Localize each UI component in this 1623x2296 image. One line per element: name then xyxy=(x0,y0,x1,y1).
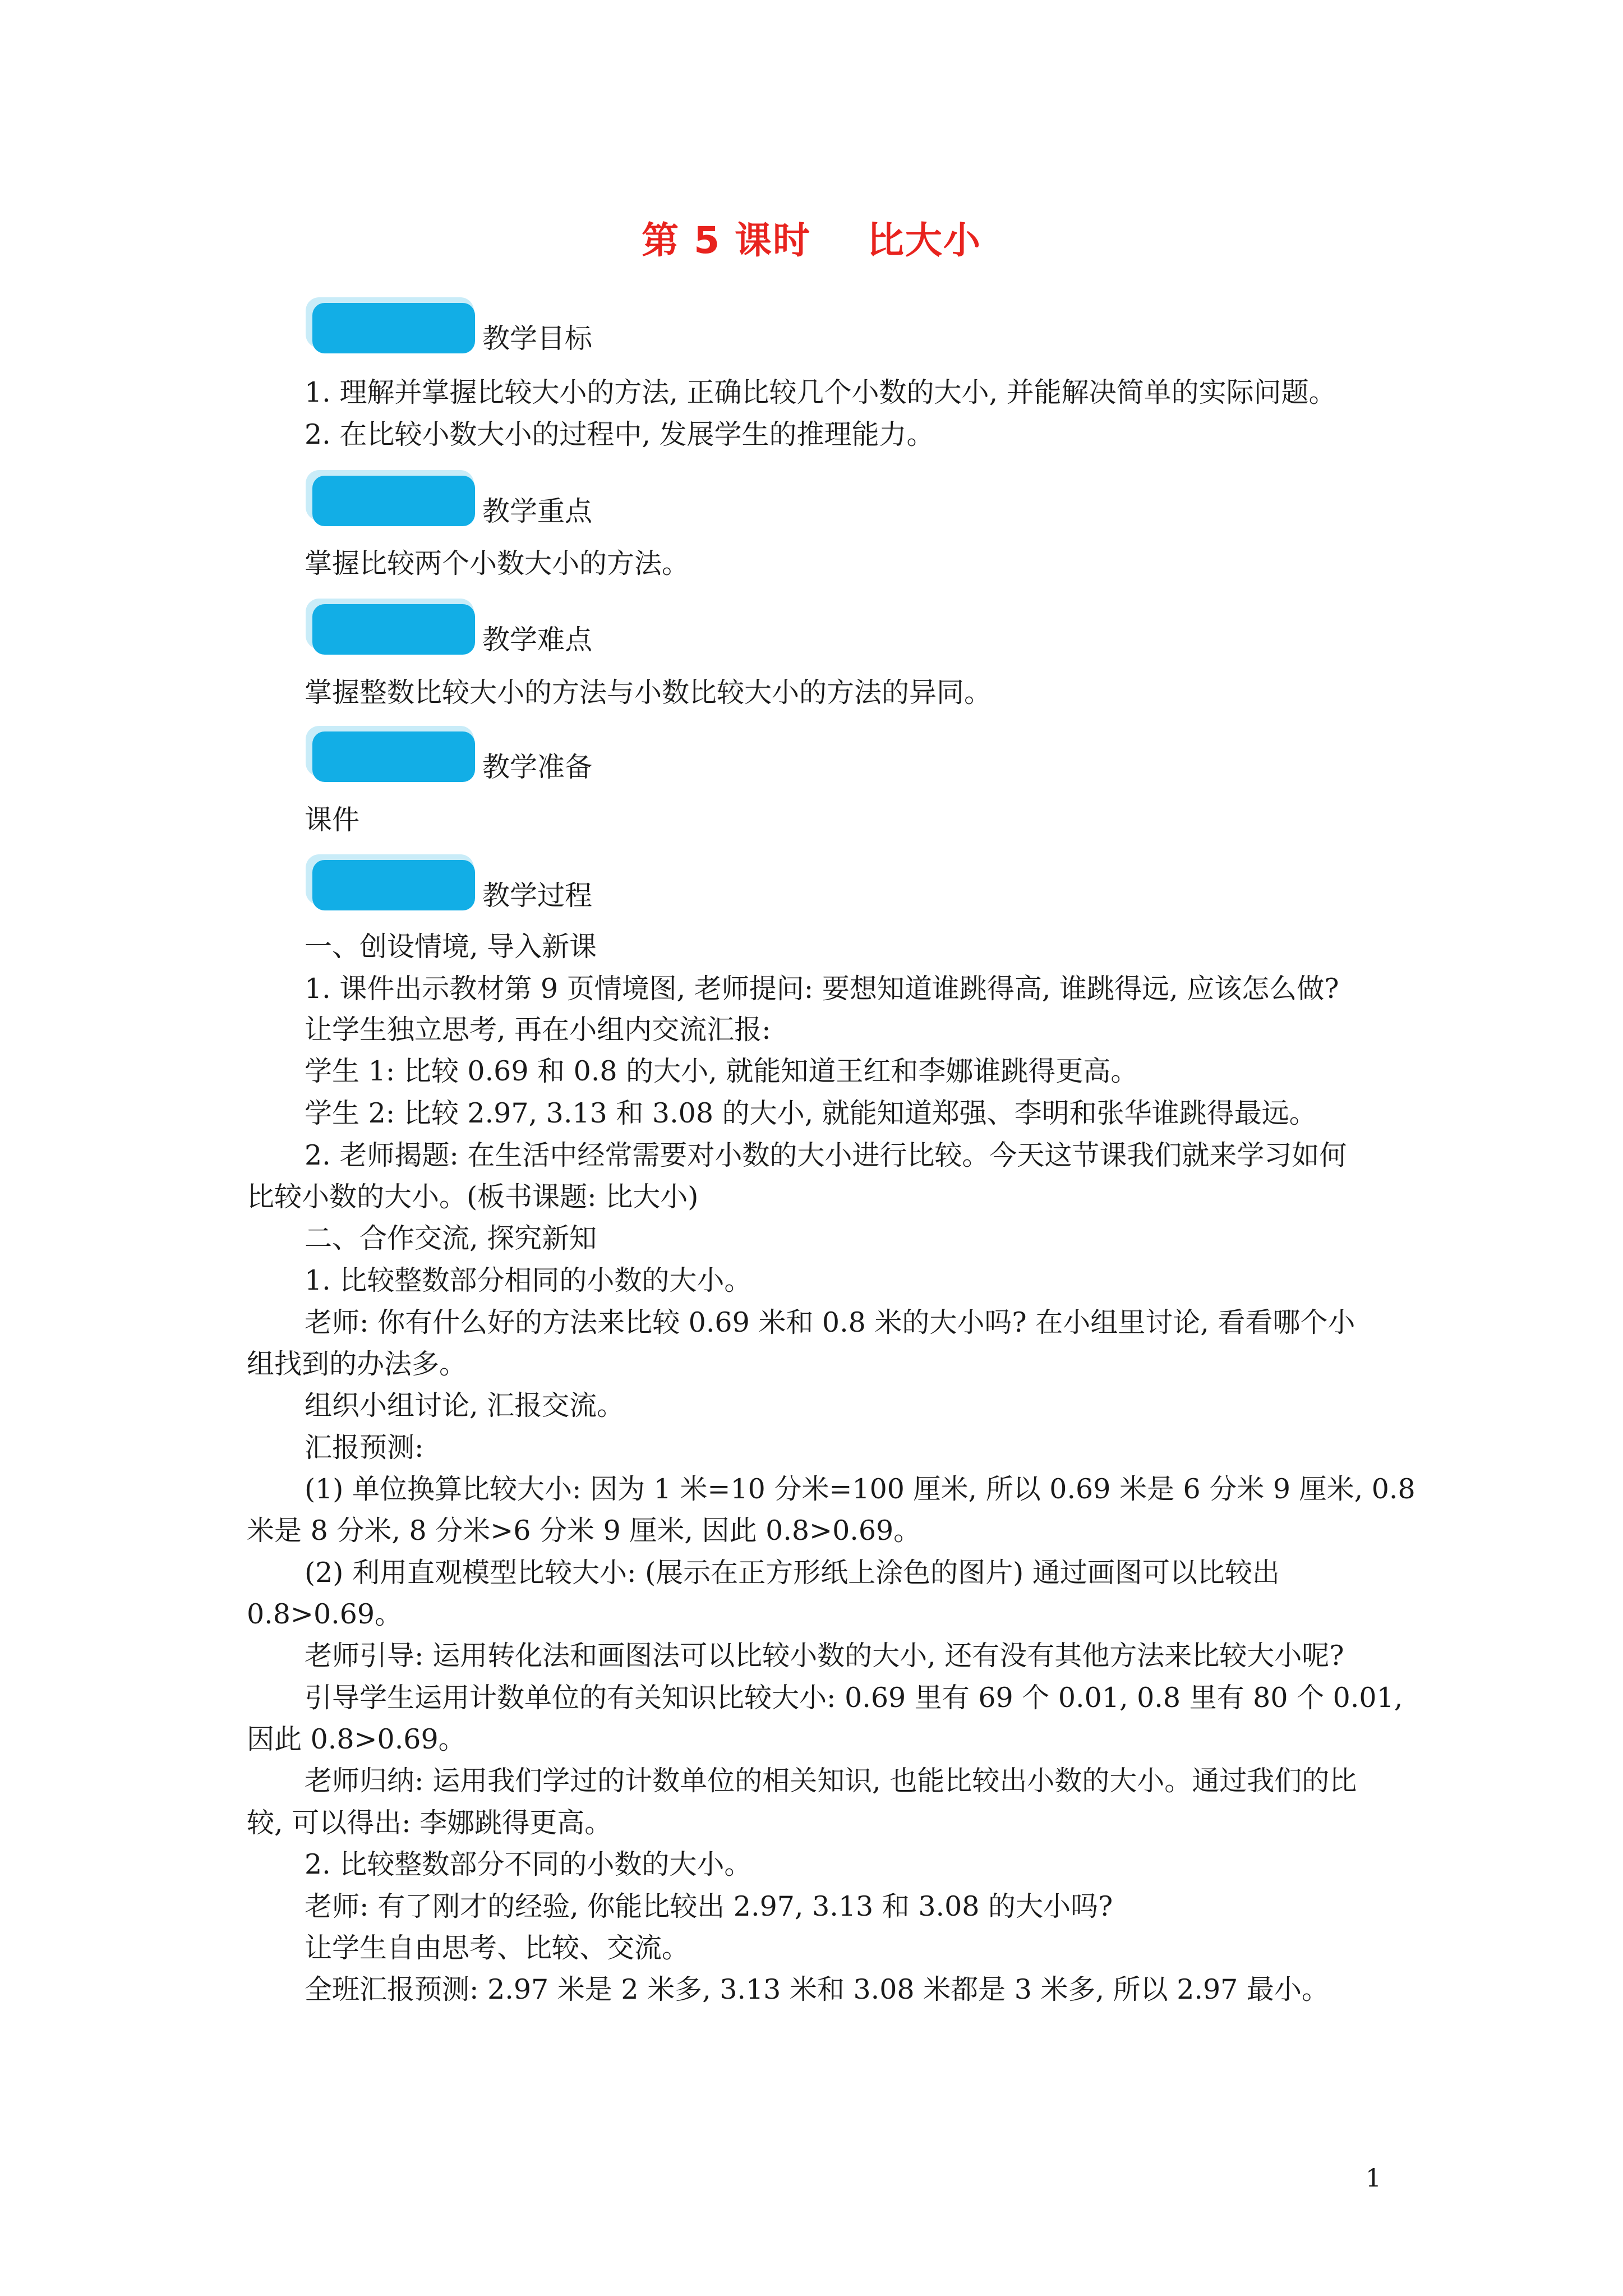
process-line: 米是 8 分米, 8 分米>6 分米 9 厘米, 因此 0.8>0.69。 xyxy=(247,1515,921,1547)
section-tab xyxy=(312,604,475,655)
difficulty-text: 掌握整数比较大小的方法与小数比较大小的方法的异同。 xyxy=(305,677,992,708)
process-line: 组织小组讨论, 汇报交流。 xyxy=(305,1389,625,1421)
process-line: 因此 0.8>0.69。 xyxy=(247,1723,466,1755)
process-line: 让学生独立思考, 再在小组内交流汇报: xyxy=(305,1014,771,1046)
process-line: 老师: 你有什么好的方法来比较 0.69 米和 0.8 米的大小吗? 在小组里讨论, 看看哪个小 xyxy=(305,1306,1355,1338)
page-number: 1 xyxy=(1366,2164,1381,2193)
process-heading: 一、创设情境, 导入新课 xyxy=(305,931,597,963)
section-tab xyxy=(312,476,475,526)
section-label: 教学准备 xyxy=(482,751,593,783)
objective-item: 1. 理解并掌握比较大小的方法, 正确比较几个小数的大小, 并能解决简单的实际问题。 xyxy=(305,376,1336,408)
section-tab xyxy=(312,731,475,782)
process-line: 1. 比较整数部分相同的小数的大小。 xyxy=(305,1264,752,1296)
process-line: 老师: 有了刚才的经验, 你能比较出 2.97, 3.13 和 3.08 的大小吗? xyxy=(305,1890,1113,1922)
process-line: 0.8>0.69。 xyxy=(247,1598,403,1630)
section-header-process xyxy=(306,854,810,916)
page-title: 第 5 课时 比大小 xyxy=(642,219,981,262)
process-line: 较, 可以得出: 李娜跳得更高。 xyxy=(247,1807,612,1839)
objective-item: 2. 在比较小数大小的过程中, 发展学生的推理能力。 xyxy=(305,418,934,450)
section-tab xyxy=(312,303,475,353)
process-line: (2) 利用直观模型比较大小: (展示在正方形纸上涂色的图片) 通过画图可以比较出 xyxy=(305,1557,1280,1589)
process-line: 学生 1: 比较 0.69 和 0.8 的大小, 就能知道王红和李娜谁跳得更高。 xyxy=(305,1055,1138,1087)
process-line: 1. 课件出示教材第 9 页情境图, 老师提问: 要想知道谁跳得高, 谁跳得远, 应该怎么做? xyxy=(305,973,1339,1005)
section-tab xyxy=(312,860,475,910)
section-header-preparation xyxy=(306,726,810,788)
section-header-difficulty xyxy=(306,599,810,660)
process-line: (1) 单位换算比较大小: 因为 1 米=10 分米=100 厘米, 所以 0.69 米是 6 分米 9 厘米, 0.8 xyxy=(305,1473,1415,1505)
process-line: 引导学生运用计数单位的有关知识比较大小: 0.69 里有 69 个 0.01, 0.8 里有 80 个 0.01, xyxy=(305,1682,1403,1714)
section-header-key-point xyxy=(306,470,810,532)
process-line: 2. 比较整数部分不同的小数的大小。 xyxy=(305,1848,752,1880)
process-line: 全班汇报预测: 2.97 米是 2 米多, 3.13 米和 3.08 米都是 3 米多, 所以 2.97 最小。 xyxy=(305,1973,1329,2005)
process-line: 让学生自由思考、比较、交流。 xyxy=(305,1932,690,1964)
section-label: 教学难点 xyxy=(482,624,593,656)
process-line: 学生 2: 比较 2.97, 3.13 和 3.08 的大小, 就能知道郑强、李明和张华谁跳得最远。 xyxy=(305,1097,1317,1129)
process-line: 汇报预测: xyxy=(305,1432,424,1464)
process-line: 老师引导: 运用转化法和画图法可以比较小数的大小, 还有没有其他方法来比较大小呢? xyxy=(305,1640,1344,1672)
process-line: 老师归纳: 运用我们学过的计数单位的相关知识, 也能比较出小数的大小。通过我们的比 xyxy=(305,1765,1357,1797)
process-heading: 二、合作交流, 探究新知 xyxy=(305,1222,597,1254)
process-line: 2. 老师揭题: 在生活中经常需要对小数的大小进行比较。今天这节课我们就来学习如何 xyxy=(305,1139,1347,1171)
key-point-text: 掌握比较两个小数大小的方法。 xyxy=(305,547,690,579)
process-line: 组找到的办法多。 xyxy=(247,1348,467,1380)
section-label: 教学过程 xyxy=(482,880,593,912)
section-header-objectives xyxy=(306,297,810,359)
preparation-text: 课件 xyxy=(305,804,360,836)
section-label: 教学目标 xyxy=(482,323,593,355)
process-line: 比较小数的大小。(板书课题: 比大小) xyxy=(247,1181,699,1213)
section-label: 教学重点 xyxy=(482,495,593,527)
